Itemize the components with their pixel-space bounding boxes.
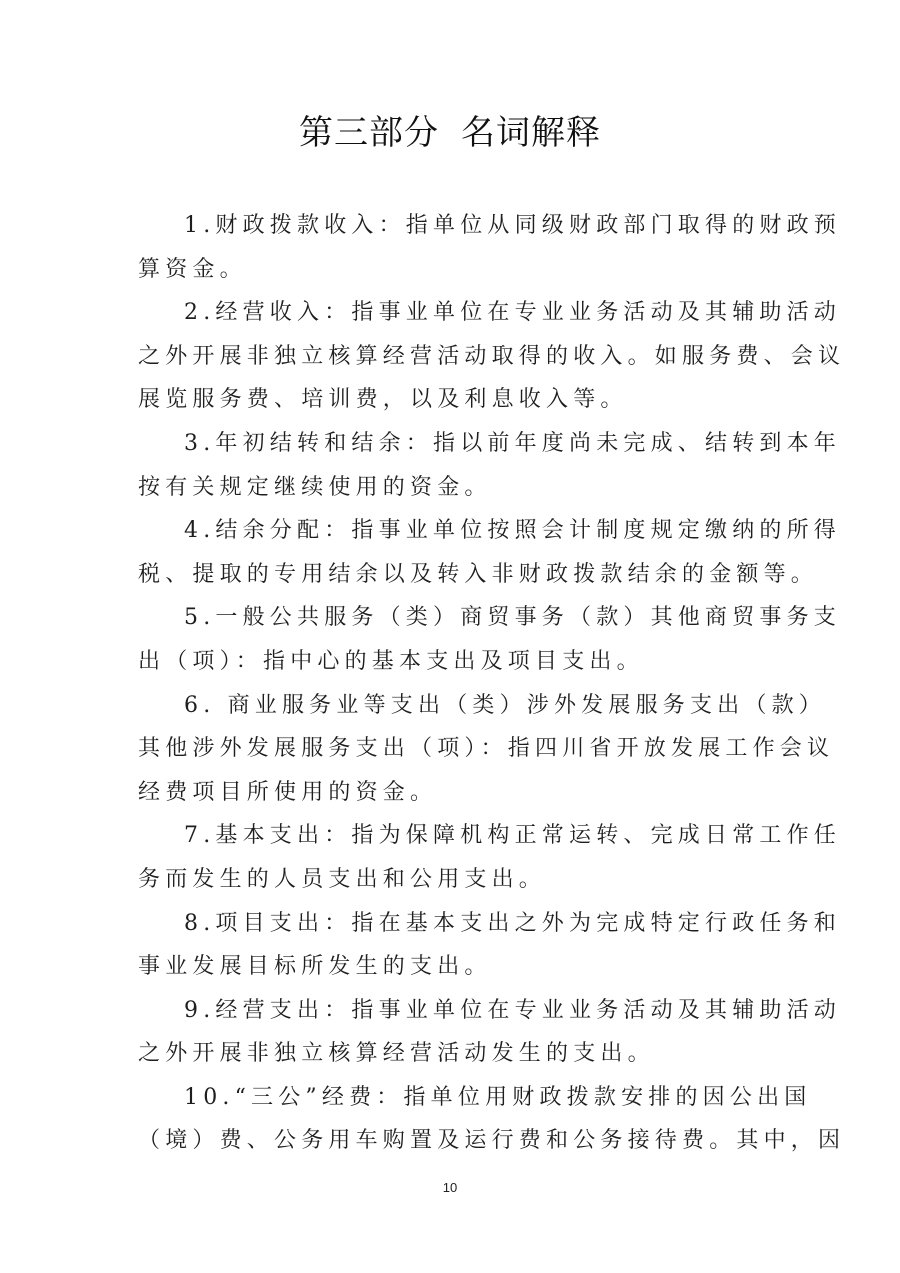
paragraph-line: 之外开展非独立核算经营活动发生的支出。 (138, 1041, 655, 1067)
paragraph-line: 按有关规定继续使用的资金。 (138, 474, 492, 500)
definition-paragraph-7 (138, 814, 841, 901)
definition-paragraph-6 (138, 684, 835, 815)
title-name: 名词解释 (461, 113, 601, 153)
paragraph-line: 之外开展非独立核算经营活动取得的收入。如服务费、会议 (138, 343, 846, 369)
paragraph-line: 6. 商业服务业等支出（类）涉外发展服务支出（款） (184, 692, 826, 718)
paragraph-line: 8.项目支出：指在基本支出之外为完成特定行政任务和 (184, 910, 841, 936)
page-number: 10 (442, 1180, 458, 1195)
paragraph-line: 算资金。 (138, 256, 247, 282)
paragraph-line: 10.“三公”经费：指单位用财政拨款安排的因公出国 (184, 1084, 812, 1110)
paragraph-line: 5.一般公共服务（类）商贸事务（款）其他商贸事务支 (184, 605, 841, 631)
paragraph-line: 其他涉外发展服务支出（项）：指四川省开放发展工作会议 (138, 736, 835, 762)
definition-paragraph-2 (138, 291, 846, 422)
paragraph-line: 务而发生的人员支出和公用支出。 (138, 866, 547, 892)
definition-paragraph-1 (138, 204, 841, 291)
paragraph-line: 1.财政拨款收入：指单位从同级财政部门取得的财政预 (184, 213, 841, 238)
paragraph-line: （境）费、公务用车购置及运行费和公务接待费。其中，因 (138, 1128, 846, 1154)
paragraph-line: 出（项）：指中心的基本支出及项目支出。 (138, 648, 644, 674)
title-part: 第三部分 (299, 113, 439, 153)
paragraph-line: 经费项目所使用的资金。 (138, 779, 438, 805)
paragraph-line: 9.经营支出：指事业单位在专业业务活动及其辅助活动 (184, 997, 841, 1023)
paragraph-line: 7.基本支出：指为保障机构正常运转、完成日常工作任 (184, 823, 841, 849)
definition-paragraph-5 (138, 596, 841, 683)
definition-paragraph-3 (138, 422, 841, 509)
paragraph-line: 3.年初结转和结余：指以前年度尚未完成、结转到本年 (184, 430, 841, 456)
definition-paragraph-4 (138, 509, 841, 596)
page-title (0, 108, 900, 158)
definition-paragraph-9 (138, 989, 841, 1076)
document-body (138, 204, 846, 1163)
paragraph-line: 展览服务费、培训费，以及利息收入等。 (138, 387, 628, 413)
definition-paragraph-10 (138, 1076, 846, 1163)
paragraph-line: 税、提取的专用结余以及转入非财政拨款结余的金额等。 (138, 561, 819, 587)
definition-paragraph-8 (138, 902, 841, 989)
paragraph-line: 2.经营收入：指事业单位在专业业务活动及其辅助活动 (184, 300, 841, 326)
paragraph-line: 4.结余分配：指事业单位按照会计制度规定缴纳的所得 (184, 518, 841, 544)
paragraph-line: 事业发展目标所发生的支出。 (138, 954, 492, 980)
